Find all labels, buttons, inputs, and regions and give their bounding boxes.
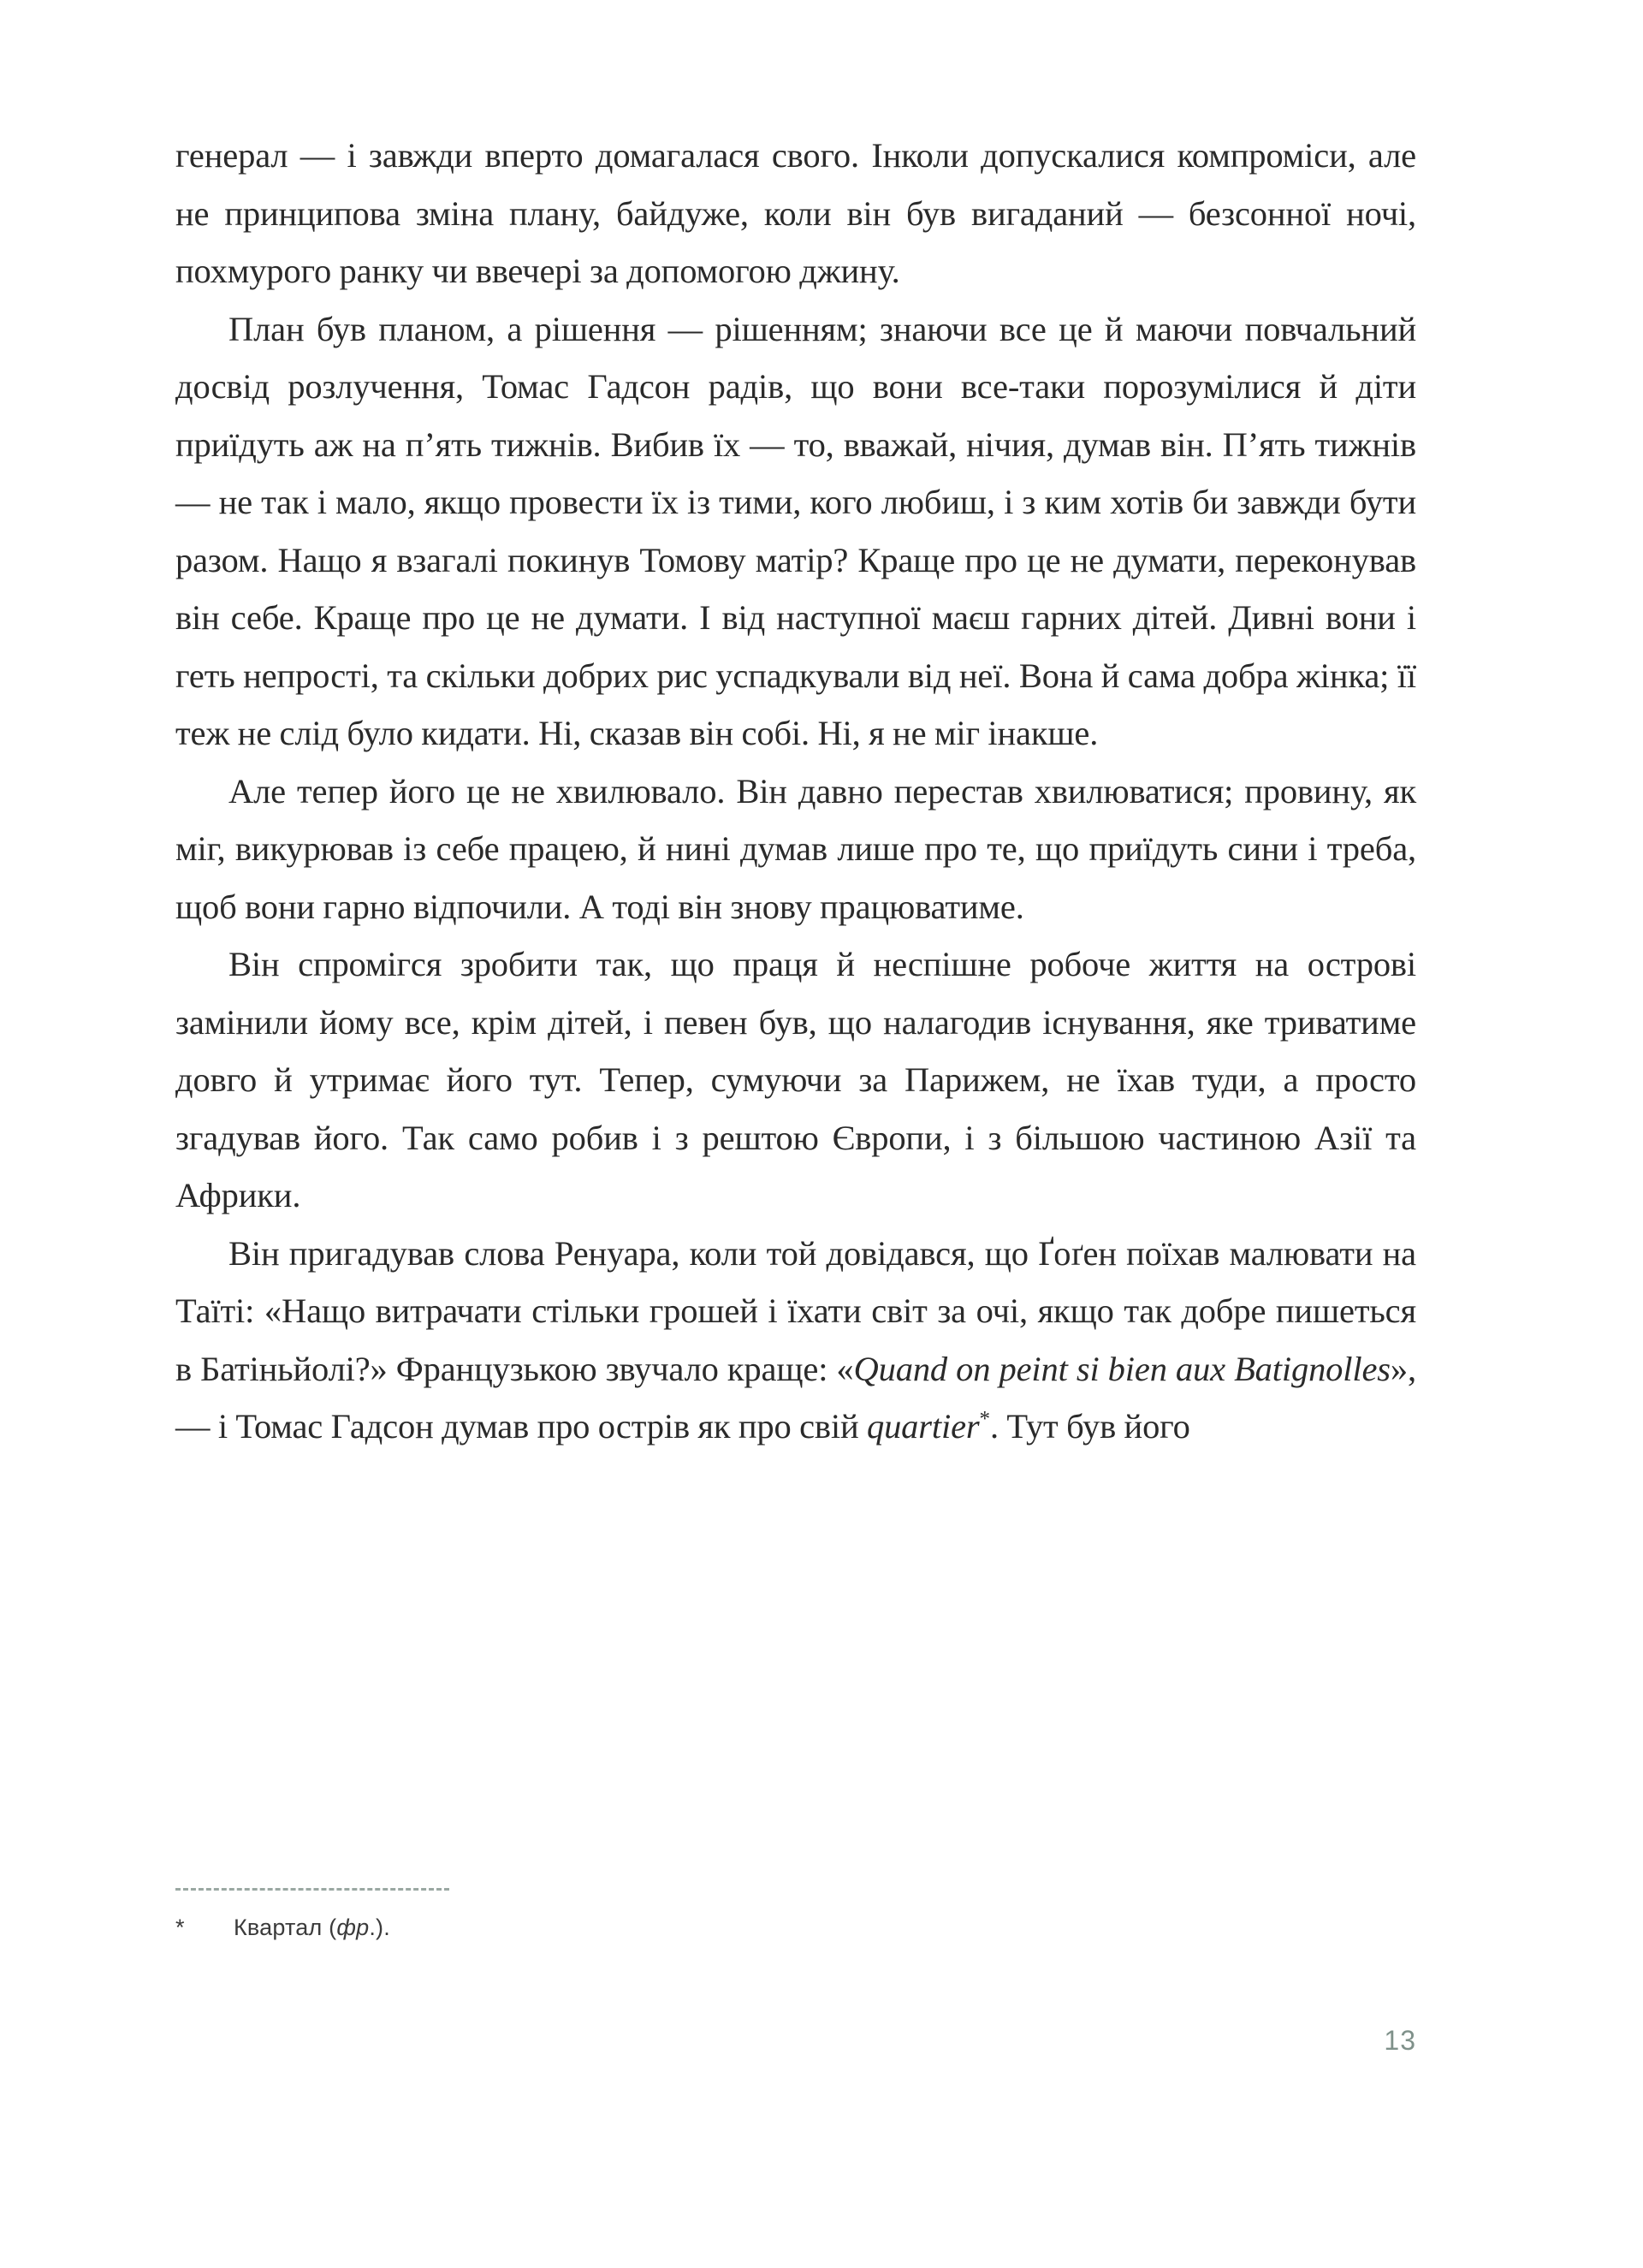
footnote-area	[175, 1888, 1416, 1942]
body-text-column	[175, 127, 1416, 1456]
page-number: 13	[1384, 2025, 1416, 2056]
paragraph-5-lead: Він пригадував слова Ренуара, коли той довідався, що Ґоґен поїхав малювати на Таїті: «Нащо витрачати стільки грошей і їхати світ за очі, якщо так добре пишеться в Батіньйолі?» Французькою звучало краще: «	[175, 1233, 1416, 1388]
footnote-marker: *	[175, 1915, 185, 1940]
footnote-text-after-italic: .).	[369, 1915, 390, 1940]
paragraph-1: генерал — і завжди вперто домагалася свого. Інколи допускалися компроміси, але не принципова зміна плану, байдуже, коли він був вигаданий — безсонної ночі, похмурого ранку чи ввечері за допомогою джину.	[175, 136, 1416, 290]
paragraph-5	[175, 1225, 1416, 1456]
paragraph-4: Він спромігся зробити так, що праця й неспішне робоче життя на острові замінили йому все, крім дітей, і певен був, що налагодив існування, яке триватиме довго й утримає його тут. Тепер, сумуючи за Парижем, не їхав туди, а просто згадував його. Так само робив і з рештою Європи, і з більшою частиною Азії та Африки.	[175, 945, 1416, 1214]
footnote-separator-rule	[175, 1888, 449, 1891]
paragraph-5-tail: . Тут був його	[989, 1407, 1190, 1446]
footnote-entry	[175, 1913, 1416, 1942]
french-quote-italic: Quand on peint si bien aux Batignolles	[853, 1349, 1391, 1388]
footnote-text	[234, 1913, 390, 1942]
paragraph-5-middle: », — і Томас Гадсон думав про острів як про свій	[175, 1349, 1416, 1446]
footnote-reference-marker[interactable]: *	[979, 1407, 990, 1431]
footnote-italic-abbrev: фр	[336, 1915, 370, 1940]
paragraph-2: План був планом, а рішення — рішенням; знаючи все це й маючи повчальний досвід розлучення, Томас Гадсон радів, що вони все-таки порозумілися й діти приїдуть аж на п’ять тижнів. Вибив їх — то, вважай, нічия, думав він. П’ять тижнів — не так і мало, якщо провести їх із тими, кого любиш, і з ким хотів би завжди бути разом. Нащо я взагалі покинув Томову матір? Краще про це не думати, переконував він себе. Краще про це не думати. І від наступної маєш гарних дітей. Дивні вони і геть непрості, та скільки добрих рис успадкували від неї. Вона й сама добра жінка; її теж не слід було кидати. Ні, сказав він собі. Ні, я не міг інакше.	[175, 309, 1416, 752]
footnote-text-before-italic: Квартал (	[234, 1915, 337, 1940]
quartier-italic: quartier	[866, 1407, 980, 1446]
paragraph-3: Але тепер його це не хвилювало. Він давно перестав хвилюватися; провину, як міг, викурював із себе працею, й нині думав лише про те, що приїдуть сини і треба, щоб вони гарно відпочили. А тоді він знову працюватиме.	[175, 771, 1416, 926]
